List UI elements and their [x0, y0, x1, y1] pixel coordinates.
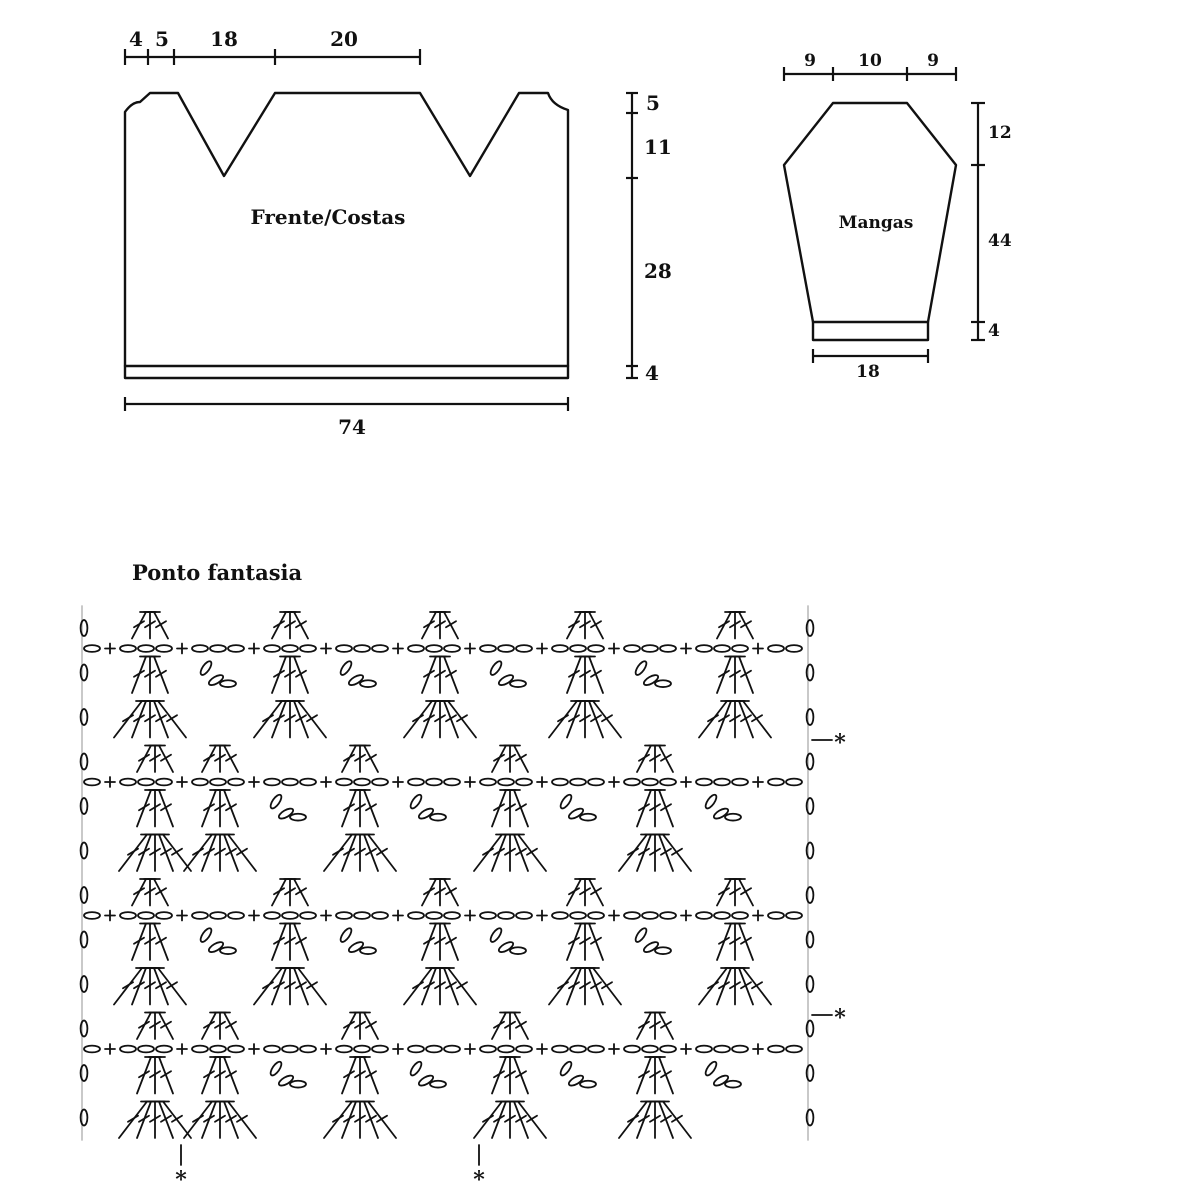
chain-stitch-symbol	[786, 645, 802, 652]
chain-stitch-symbol	[786, 1046, 802, 1053]
single-crochet-symbol	[681, 777, 691, 787]
chain-stitch-symbol	[138, 779, 154, 786]
chain-stitch-symbol	[228, 645, 244, 652]
chain-stitch-symbol	[714, 912, 730, 919]
chain-stitch-symbol	[426, 779, 442, 786]
repeat-marker: *	[175, 1167, 187, 1193]
chain-stitch-symbol	[660, 912, 676, 919]
single-crochet-symbol	[321, 1044, 331, 1054]
single-crochet-symbol	[609, 644, 619, 654]
single-crochet-symbol	[465, 644, 475, 654]
chain-stitch-symbol	[210, 912, 226, 919]
chain-stitch-symbol	[210, 779, 226, 786]
single-crochet-symbol	[321, 644, 331, 654]
chain-stitch-symbol	[732, 779, 748, 786]
sleeve-bottom-dim-label: 18	[856, 362, 880, 382]
chain-stitch-symbol	[480, 779, 496, 786]
single-crochet-symbol	[321, 777, 331, 787]
repeat-marker: *	[834, 1005, 846, 1031]
chain-stitch-symbol	[570, 779, 586, 786]
chain-stitch-symbol	[444, 645, 460, 652]
chain-stitch-symbol	[336, 1046, 352, 1053]
sleeve-side-dimension	[971, 103, 1012, 341]
chain-stitch-symbol	[354, 779, 370, 786]
chain-stitch-symbol	[220, 680, 236, 687]
chain-stitch-symbol	[588, 912, 604, 919]
chain-stitch-symbol	[559, 793, 574, 810]
chain-stitch-symbol	[228, 912, 244, 919]
chain-stitch-symbol	[408, 1046, 424, 1053]
body-top-dim-label: 5	[155, 27, 169, 51]
chain-stitch-symbol	[138, 645, 154, 652]
chain-stitch-symbol	[516, 1046, 532, 1053]
chain-stitch-symbol	[360, 947, 376, 954]
chain-stitch-symbol	[552, 1046, 568, 1053]
chain-stitch-symbol	[768, 1046, 784, 1053]
chain-stitch-symbol	[426, 912, 442, 919]
chain-stitch-symbol	[444, 779, 460, 786]
chain-stitch-symbol	[489, 660, 504, 677]
single-crochet-symbol	[465, 777, 475, 787]
chain-stitch-symbol	[84, 779, 100, 786]
chain-stitch-symbol	[786, 912, 802, 919]
chain-stitch-symbol	[138, 912, 154, 919]
single-crochet-symbol	[393, 644, 403, 654]
chain-stitch-symbol	[696, 1046, 712, 1053]
chain-stitch-symbol	[430, 814, 446, 821]
single-crochet-symbol	[105, 644, 115, 654]
chain-stitch-symbol	[732, 645, 748, 652]
single-crochet-symbol	[681, 644, 691, 654]
chain-stitch-symbol	[372, 779, 388, 786]
chain-stitch-symbol	[354, 645, 370, 652]
chain-stitch-symbol	[210, 645, 226, 652]
chain-stitch-symbol	[655, 947, 671, 954]
chain-stitch-symbol	[704, 1060, 719, 1077]
sleeve-piece	[784, 51, 1012, 382]
chain-stitch-symbol	[300, 1046, 316, 1053]
chain-stitch-symbol	[624, 912, 640, 919]
chain-stitch-symbol	[444, 1046, 460, 1053]
chain-stitch-symbol	[642, 912, 658, 919]
chain-stitch-symbol	[510, 680, 526, 687]
sleeve-top-dim-label: 10	[858, 51, 882, 71]
chain-stitch-symbol	[732, 1046, 748, 1053]
chain-stitch-symbol	[480, 912, 496, 919]
chain-stitch-symbol	[516, 645, 532, 652]
chain-stitch-symbol	[354, 912, 370, 919]
chain-stitch-symbol	[552, 645, 568, 652]
chain-stitch-symbol	[300, 912, 316, 919]
sleeve-top-dim-label: 9	[927, 51, 939, 71]
body-label: Frente/Costas	[250, 205, 406, 229]
single-crochet-symbol	[177, 1044, 187, 1054]
body-top-dim-label: 4	[129, 27, 143, 51]
chain-stitch-symbol	[552, 912, 568, 919]
chain-stitch-symbol	[580, 814, 596, 821]
chain-stitch-symbol	[588, 1046, 604, 1053]
body-side-dim-label: 28	[644, 259, 672, 283]
stitch-chart	[81, 606, 814, 1140]
chain-stitch-symbol	[138, 1046, 154, 1053]
body-bottom-dim-label: 74	[338, 415, 366, 439]
stitch-chart-title: Ponto fantasia	[132, 560, 303, 585]
chain-stitch-symbol	[704, 793, 719, 810]
chain-stitch-symbol	[120, 645, 136, 652]
chain-stitch-symbol	[192, 1046, 208, 1053]
chain-stitch-symbol	[300, 779, 316, 786]
single-crochet-symbol	[393, 1044, 403, 1054]
chain-stitch-symbol	[552, 779, 568, 786]
single-crochet-symbol	[249, 1044, 259, 1054]
single-crochet-symbol	[609, 1044, 619, 1054]
chain-stitch-symbol	[228, 779, 244, 786]
repeat-marker: *	[834, 730, 846, 756]
body-side-dim-label: 4	[645, 361, 659, 385]
chain-stitch-symbol	[642, 779, 658, 786]
single-crochet-symbol	[177, 911, 187, 921]
body-side-dimension	[626, 91, 672, 385]
chain-stitch-symbol	[282, 779, 298, 786]
single-crochet-symbol	[177, 644, 187, 654]
single-crochet-symbol	[537, 911, 547, 921]
chain-stitch-symbol	[570, 1046, 586, 1053]
body-top-dimension	[125, 27, 420, 65]
chain-stitch-symbol	[300, 645, 316, 652]
sleeve-side-dim-label: 44	[988, 231, 1012, 251]
chain-stitch-symbol	[714, 779, 730, 786]
chain-stitch-symbol	[192, 645, 208, 652]
chain-stitch-symbol	[768, 779, 784, 786]
single-crochet-symbol	[249, 911, 259, 921]
chain-stitch-symbol	[768, 645, 784, 652]
sleeve-top-dimension	[784, 51, 956, 81]
body-side-dim-label: 11	[644, 135, 672, 159]
chain-stitch-symbol	[634, 927, 649, 944]
chain-stitch-symbol	[372, 912, 388, 919]
chain-stitch-symbol	[655, 680, 671, 687]
chain-stitch-symbol	[480, 645, 496, 652]
chain-stitch-symbol	[570, 645, 586, 652]
body-top-dim-label: 18	[210, 27, 238, 51]
chain-stitch-symbol	[228, 1046, 244, 1053]
sleeve-top-dim-label: 9	[804, 51, 816, 71]
chain-stitch-symbol	[714, 645, 730, 652]
single-crochet-symbol	[465, 1044, 475, 1054]
chain-stitch-symbol	[444, 912, 460, 919]
single-crochet-symbol	[465, 911, 475, 921]
chain-stitch-symbol	[426, 645, 442, 652]
chain-stitch-symbol	[282, 912, 298, 919]
sleeve-side-dim-label: 4	[988, 321, 1000, 341]
single-crochet-symbol	[681, 1044, 691, 1054]
sleeve-label: Mangas	[838, 213, 914, 233]
single-crochet-symbol	[609, 777, 619, 787]
chain-stitch-symbol	[409, 793, 424, 810]
single-crochet-symbol	[537, 1044, 547, 1054]
chain-stitch-symbol	[409, 1060, 424, 1077]
single-crochet-symbol	[753, 777, 763, 787]
chain-stitch-symbol	[516, 779, 532, 786]
chain-stitch-symbol	[588, 779, 604, 786]
chain-stitch-symbol	[84, 912, 100, 919]
single-crochet-symbol	[537, 644, 547, 654]
chain-stitch-symbol	[408, 645, 424, 652]
body-piece	[125, 27, 672, 439]
single-crochet-symbol	[753, 1044, 763, 1054]
chain-stitch-symbol	[660, 779, 676, 786]
chain-stitch-symbol	[580, 1081, 596, 1088]
single-crochet-symbol	[105, 911, 115, 921]
chain-stitch-symbol	[290, 814, 306, 821]
chain-stitch-symbol	[264, 912, 280, 919]
single-crochet-symbol	[105, 1044, 115, 1054]
chain-stitch-symbol	[120, 1046, 136, 1053]
chain-stitch-symbol	[372, 1046, 388, 1053]
chain-stitch-symbol	[489, 927, 504, 944]
chain-stitch-symbol	[290, 1081, 306, 1088]
body-outline	[125, 93, 568, 378]
chain-stitch-symbol	[199, 927, 214, 944]
chain-stitch-symbol	[732, 912, 748, 919]
chain-stitch-symbol	[339, 660, 354, 677]
chain-stitch-symbol	[559, 1060, 574, 1077]
chain-stitch-symbol	[156, 1046, 172, 1053]
single-crochet-symbol	[681, 911, 691, 921]
repeat-marker: *	[473, 1167, 485, 1193]
body-bottom-dimension	[125, 397, 568, 439]
body-top-dim-label: 20	[330, 27, 358, 51]
chain-stitch-symbol	[634, 660, 649, 677]
single-crochet-symbol	[321, 911, 331, 921]
chain-stitch-symbol	[156, 645, 172, 652]
chain-stitch-symbol	[282, 1046, 298, 1053]
chain-stitch-symbol	[786, 779, 802, 786]
chain-stitch-symbol	[264, 645, 280, 652]
chain-stitch-symbol	[354, 1046, 370, 1053]
single-crochet-symbol	[393, 911, 403, 921]
chain-stitch-symbol	[192, 912, 208, 919]
chain-stitch-symbol	[430, 1081, 446, 1088]
chain-stitch-symbol	[220, 947, 236, 954]
chain-stitch-symbol	[156, 912, 172, 919]
chain-stitch-symbol	[660, 645, 676, 652]
single-crochet-symbol	[537, 777, 547, 787]
chain-stitch-symbol	[714, 1046, 730, 1053]
chain-stitch-symbol	[264, 1046, 280, 1053]
chain-stitch-symbol	[84, 645, 100, 652]
chain-stitch-symbol	[269, 793, 284, 810]
chain-stitch-symbol	[498, 645, 514, 652]
chain-stitch-symbol	[696, 645, 712, 652]
chain-stitch-symbol	[120, 779, 136, 786]
chain-stitch-symbol	[660, 1046, 676, 1053]
chain-stitch-symbol	[269, 1060, 284, 1077]
chain-stitch-symbol	[282, 645, 298, 652]
chain-stitch-symbol	[696, 912, 712, 919]
single-crochet-symbol	[249, 644, 259, 654]
single-crochet-symbol	[249, 777, 259, 787]
chain-stitch-symbol	[642, 645, 658, 652]
chain-stitch-symbol	[372, 645, 388, 652]
single-crochet-symbol	[393, 777, 403, 787]
chain-stitch-symbol	[642, 1046, 658, 1053]
chain-stitch-symbol	[624, 645, 640, 652]
chain-stitch-symbol	[339, 927, 354, 944]
chain-stitch-symbol	[588, 645, 604, 652]
chain-stitch-symbol	[210, 1046, 226, 1053]
chain-stitch-symbol	[192, 779, 208, 786]
chain-stitch-symbol	[408, 779, 424, 786]
chain-stitch-symbol	[336, 912, 352, 919]
chain-stitch-symbol	[120, 912, 136, 919]
chain-stitch-symbol	[768, 912, 784, 919]
chain-stitch-symbol	[624, 779, 640, 786]
chain-stitch-symbol	[696, 779, 712, 786]
chain-stitch-symbol	[156, 779, 172, 786]
chain-stitch-symbol	[408, 912, 424, 919]
chain-stitch-symbol	[498, 912, 514, 919]
chain-stitch-symbol	[624, 1046, 640, 1053]
chain-stitch-symbol	[725, 814, 741, 821]
chain-stitch-symbol	[336, 645, 352, 652]
sleeve-bottom-dimension	[813, 349, 928, 382]
chain-stitch-symbol	[498, 779, 514, 786]
single-crochet-symbol	[177, 777, 187, 787]
single-crochet-symbol	[105, 777, 115, 787]
sleeve-side-dim-label: 12	[988, 123, 1012, 143]
chain-stitch-symbol	[480, 1046, 496, 1053]
chain-stitch-symbol	[264, 779, 280, 786]
chain-stitch-symbol	[336, 779, 352, 786]
single-crochet-symbol	[753, 644, 763, 654]
chain-stitch-symbol	[199, 660, 214, 677]
chain-stitch-symbol	[426, 1046, 442, 1053]
single-crochet-symbol	[609, 911, 619, 921]
chain-stitch-symbol	[84, 1046, 100, 1053]
chain-stitch-symbol	[360, 680, 376, 687]
body-side-dim-label: 5	[646, 91, 660, 115]
chain-stitch-symbol	[498, 1046, 514, 1053]
chain-stitch-symbol	[510, 947, 526, 954]
chain-stitch-symbol	[570, 912, 586, 919]
chain-stitch-symbol	[516, 912, 532, 919]
chain-stitch-symbol	[725, 1081, 741, 1088]
single-crochet-symbol	[753, 911, 763, 921]
